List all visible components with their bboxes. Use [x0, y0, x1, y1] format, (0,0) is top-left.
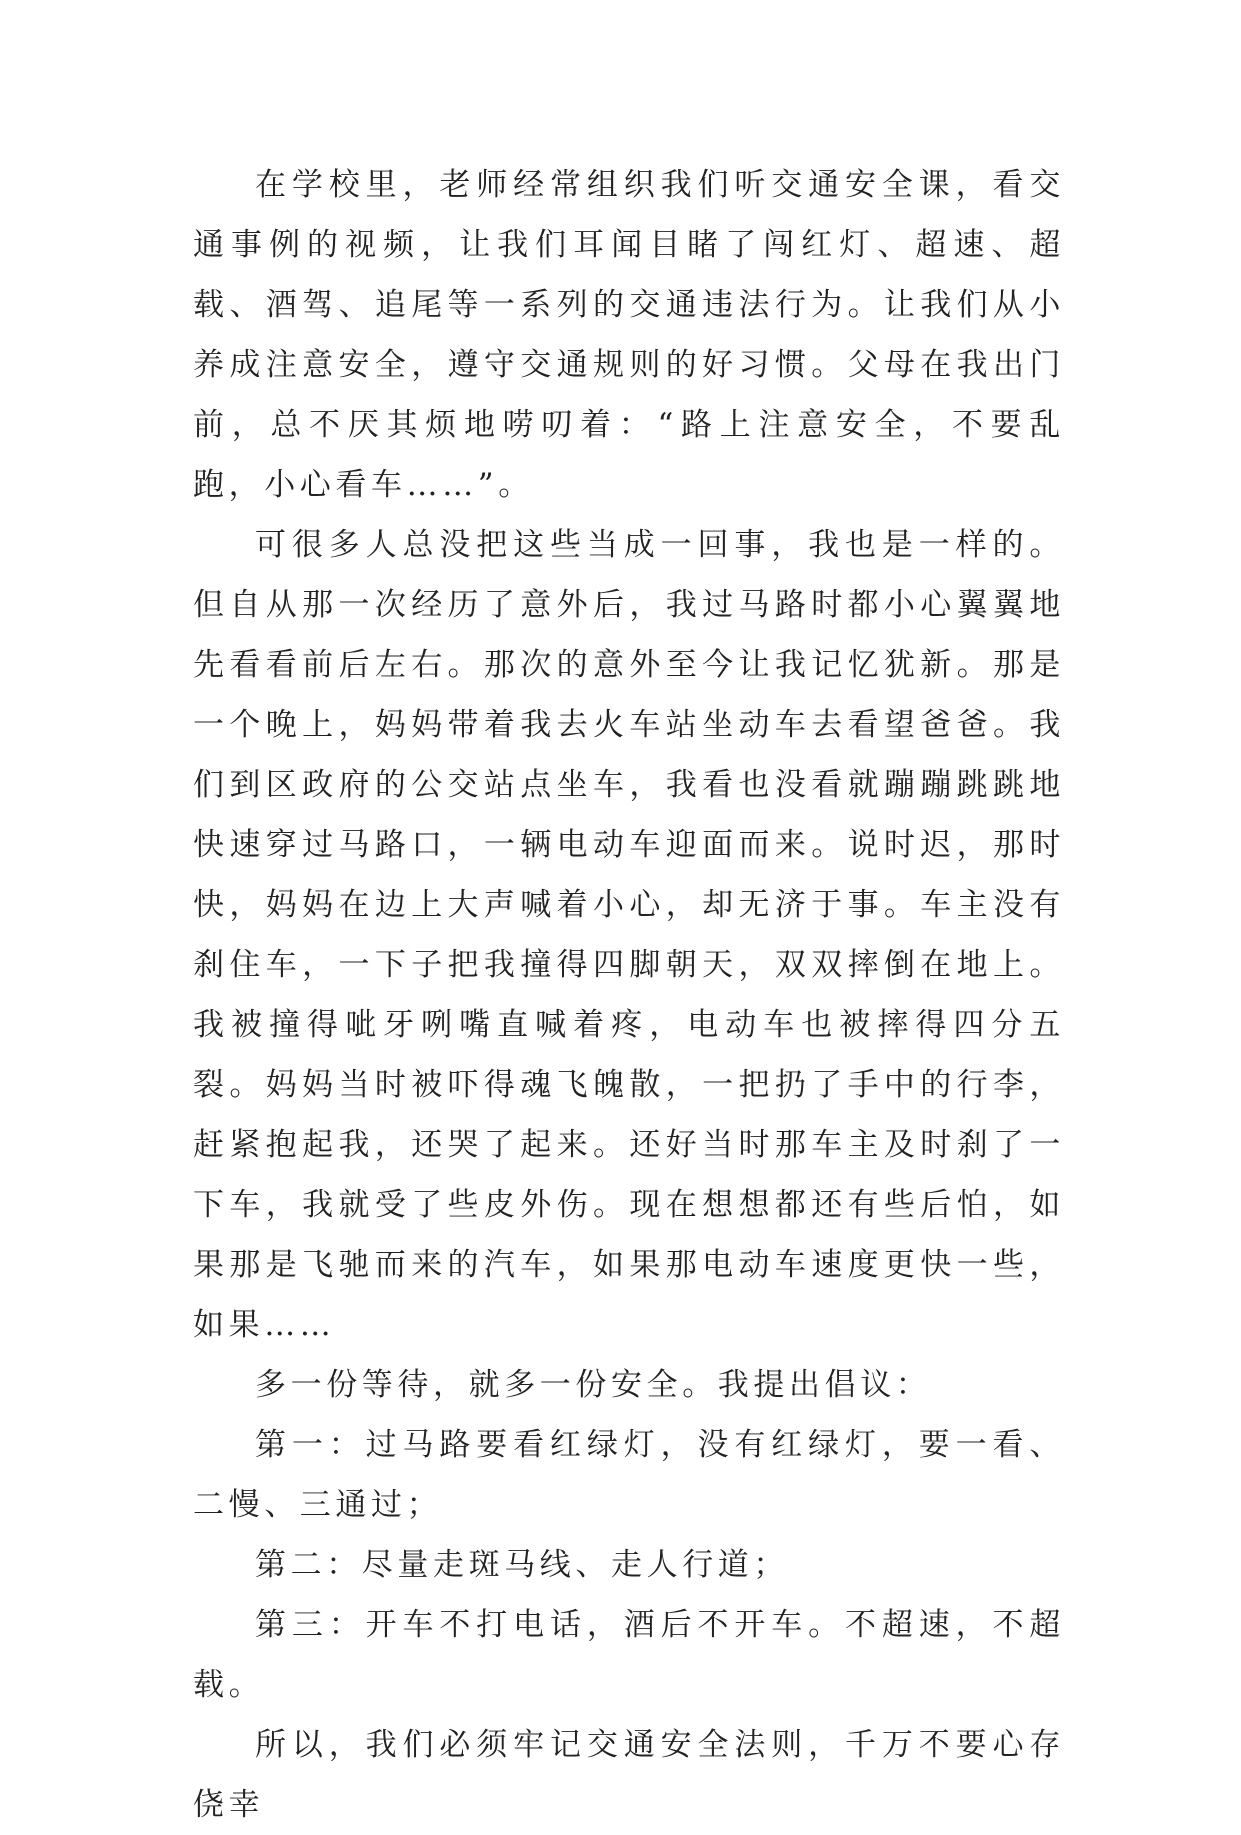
paragraph-accident-story: 可很多人总没把这些当成一回事，我也是一样的。但自从那一次经历了意外后，我过马路时都小心翼翼地先看看前后左右。那次的意外至今让我记忆犹新。那是一个晚上，妈妈带着我去火车站坐动车去看望爸爸。我们到区政府的公交站点坐车，我看也没看就蹦蹦跳跳地快速穿过马路口，一辆电动车迎面而来。说时迟，那时快，妈妈在边上大声喊着小心，却无济于事。车主没有刹住车，一下子把我撞得四脚朝天，双双摔倒在地上。我被撞得呲牙咧嘴直喊着疼，电动车也被摔得四分五裂。妈妈当时被吓得魂飞魄散，一把扔了手中的行李，赶紧抱起我，还哭了起来。还好当时那车主及时刹了一下车，我就受了些皮外伤。现在想想都还有些后怕，如果那是飞驰而来的汽车，如果那电动车速度更快一些，如果…… [193, 527, 1065, 1343]
paragraph-proposal-second: 第二：尽量走斑马线、走人行道； [255, 1547, 789, 1583]
paragraph-school-safety-lessons: 在学校里，老师经常组织我们听交通安全课，看交通事例的视频，让我们耳闻目睹了闯红灯、超速、超载、酒驾、追尾等一系列的交通违法行为。让我们从小养成注意安全，遵守交通规则的好习惯。父母在我出门前，总不厌其烦地唠叨着：“路上注意安全，不要乱跑，小心看车……”。 [193, 167, 1065, 503]
paragraph-proposal-third: 第三：开车不打电话，酒后不开车。不超速，不超载。 [193, 1607, 1065, 1703]
paragraph-proposal-intro: 多一份等待，就多一份安全。我提出倡议： [255, 1367, 932, 1403]
document-body [193, 155, 1065, 1835]
paragraph-proposal-first: 第一：过马路要看红绿灯，没有红绿灯，要一看、二慢、三通过； [193, 1427, 1065, 1523]
paragraph-conclusion: 所以，我们必须牢记交通安全法则，千万不要心存侥幸 [193, 1727, 1065, 1823]
